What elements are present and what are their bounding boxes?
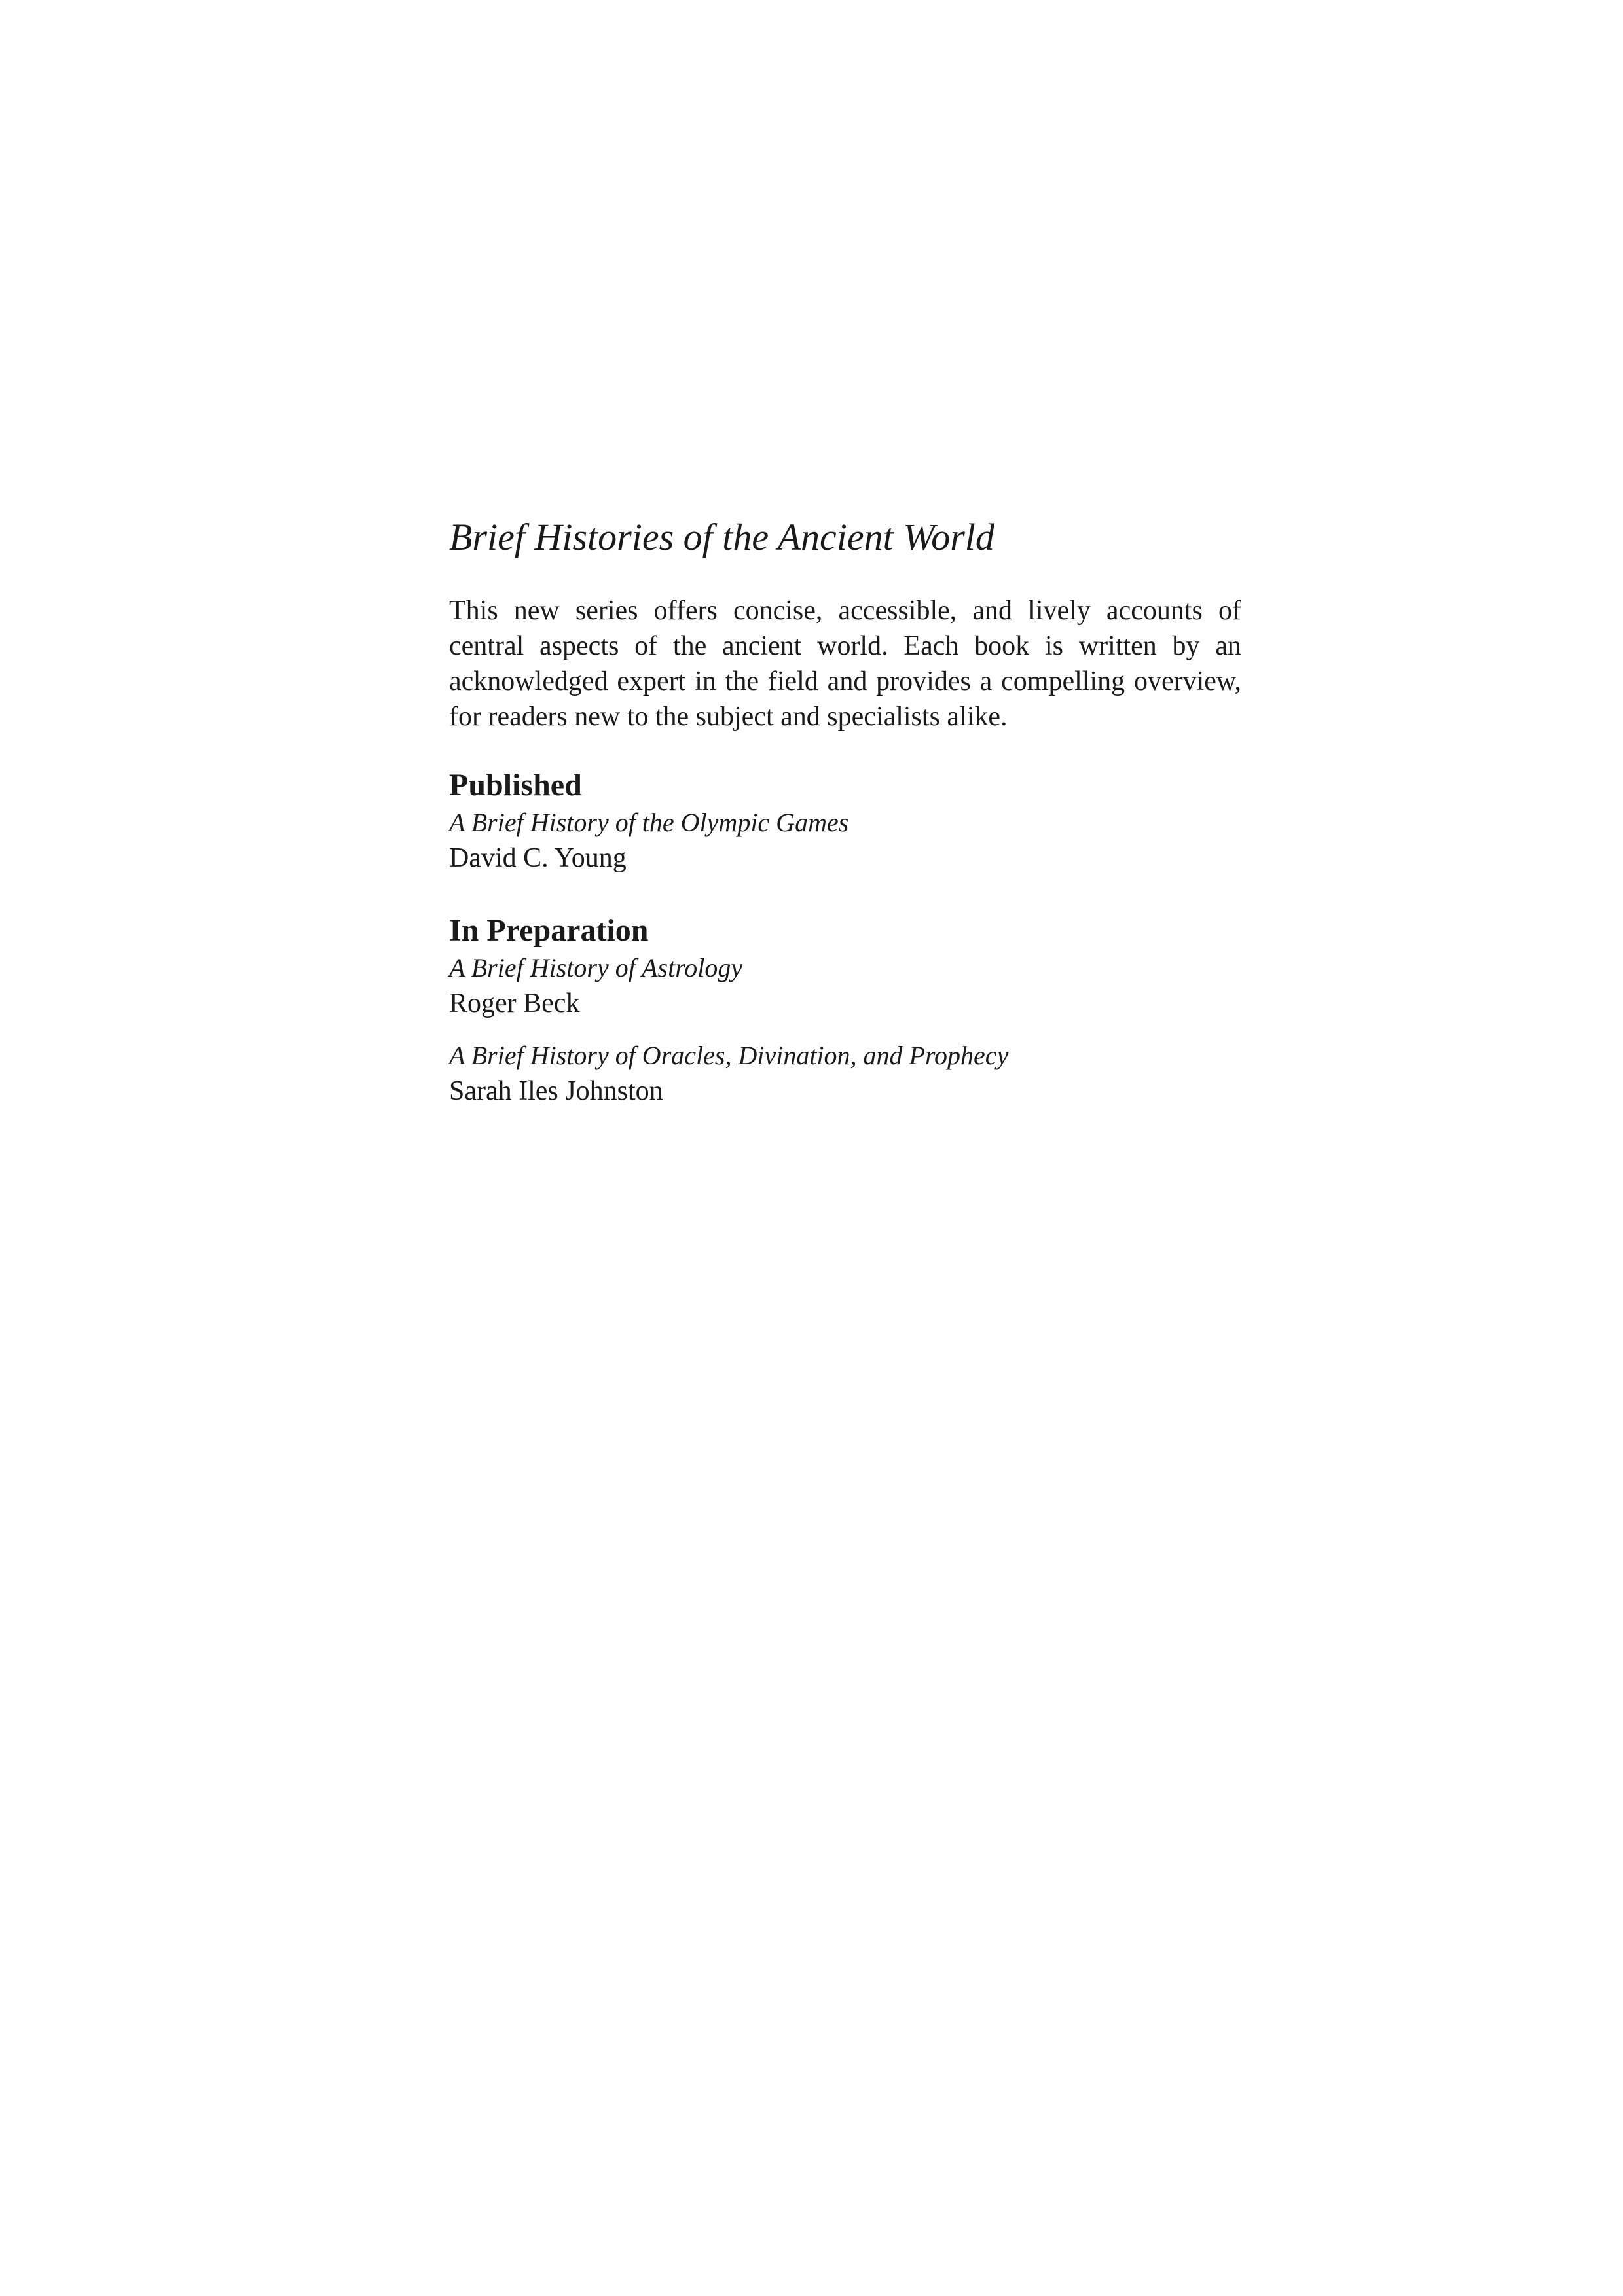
book-author: Sarah Iles Johnston bbox=[449, 1076, 663, 1106]
series-title: Brief Histories of the Ancient World bbox=[449, 516, 994, 558]
book-entry bbox=[449, 1038, 1241, 1109]
series-page-content bbox=[449, 511, 1241, 1109]
book-entry bbox=[449, 805, 1241, 876]
series-description: This new series offers concise, accessible, and lively accounts of central aspects of the ancient world. Each book is written by an acknowledged expert in the field and provides a compelling overview, for readers new to the subject and specialists alike. bbox=[449, 596, 1241, 732]
book-entry bbox=[449, 950, 1241, 1021]
in-preparation-heading: In Preparation bbox=[449, 913, 649, 948]
book-title: A Brief History of Oracles, Divination, and Prophecy bbox=[449, 1041, 1009, 1070]
published-heading: Published bbox=[449, 768, 582, 802]
book-title: A Brief History of the Olympic Games bbox=[449, 808, 849, 837]
book-author: Roger Beck bbox=[449, 988, 580, 1018]
book-author: David C. Young bbox=[449, 843, 627, 873]
published-section bbox=[449, 766, 1241, 876]
in-preparation-section bbox=[449, 911, 1241, 1109]
book-title: A Brief History of Astrology bbox=[449, 953, 743, 982]
